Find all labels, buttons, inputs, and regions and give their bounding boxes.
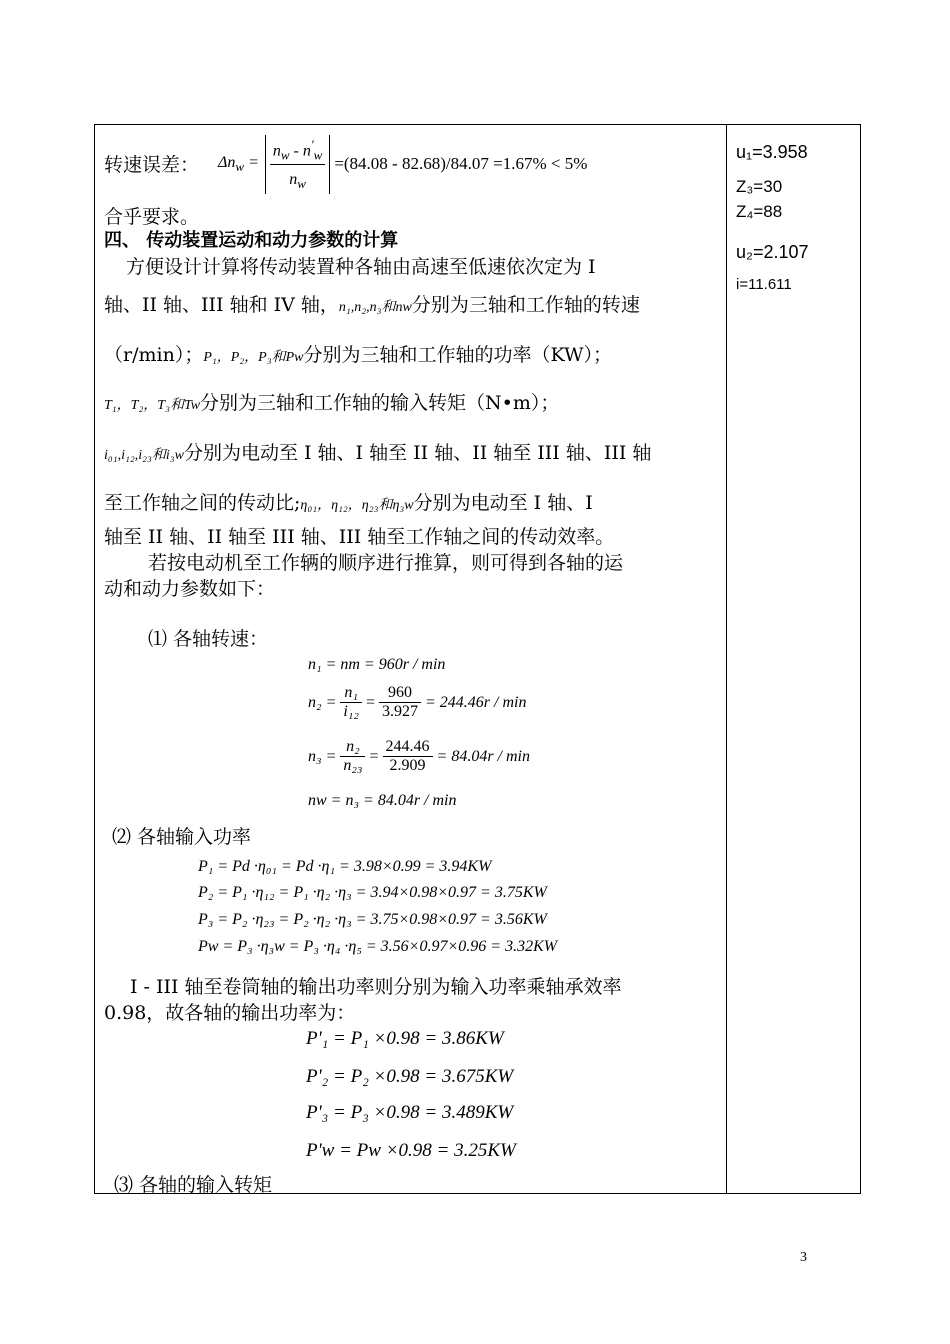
- paragraph-line: T₁，T₂，T₃和Tw分别为三轴和工作轴的输入转矩（N•m）；: [104, 392, 560, 414]
- page-number: 3: [800, 1250, 807, 1265]
- power-equation: P₁ = Pd ·η₀₁ = Pd ·η₁ = 3.98×0.99 = 3.94KW: [198, 858, 492, 875]
- paragraph-line: 轴、II 轴、III 轴和 IV 轴，n₁,n₂,n₃和nw分别为三轴和工作轴的转速: [104, 294, 640, 316]
- output-power-equation: P'₃ = P₃ ×0.98 = 3.489KW: [306, 1102, 514, 1123]
- paragraph-line: 方便设计计算将传动装置种各轴由高速至低速依次定为 I: [126, 256, 596, 278]
- sidebar-z3: Z₃=30: [736, 177, 783, 196]
- torque-heading: ⑶ 各轴的输入转矩: [114, 1174, 273, 1196]
- paragraph-line: i₀₁,i₁₂,i₂₃和i₃w分别为电动至 I 轴、I 轴至 II 轴、II 轴至 III 轴、III 轴: [104, 442, 652, 464]
- speed-equation: nw = n₃ = 84.04r / min: [308, 792, 457, 809]
- column-divider: [726, 124, 727, 1194]
- speed-equation: n₃ = $\frac{\text{n₂}}{\text{n₂₃}}$ = $\frac{244.46}{2.909}$ = 84.04r / min: [308, 738, 530, 774]
- error-ok-text: 合乎要求。: [104, 206, 200, 228]
- power-equation: P₂ = P₁ ·η₁₂ = P₁ ·η₂ ·η₃ = 3.94×0.98×0.97 = 3.75KW: [198, 884, 547, 901]
- power-heading: ⑵ 各轴输入功率: [112, 826, 252, 848]
- paragraph-line: 轴至 II 轴、II 轴至 III 轴、III 轴至工作轴之间的传动效率。: [104, 526, 615, 548]
- speeds-heading: ⑴ 各轴转速：: [148, 628, 269, 650]
- sidebar-u2: u₂=2.107: [736, 242, 809, 262]
- paragraph-line: 0.98，故各轴的输出功率为：: [104, 1002, 356, 1024]
- sidebar-z4: Z₄=88: [736, 202, 783, 221]
- speed-equation: n₂ = $\frac{\text{n₁}}{\text{i₁₂}}$ = $\frac{960}{3.927}$ = 244.46r / min: [308, 684, 527, 720]
- paragraph-line: 动和动力参数如下：: [104, 578, 276, 600]
- power-equation: Pw = P₃ ·η₃w = P₃ ·η₄ ·η₅ = 3.56×0.97×0.96 = 3.32KW: [198, 938, 558, 955]
- paragraph-line: I - III 轴至卷筒轴的输出功率则分别为输入功率乘轴承效率: [130, 976, 622, 998]
- paragraph-line: 至工作轴之间的传动比;η₀₁，η₁₂，η₂₃和η₃w分别为电动至 I 轴、I: [104, 492, 593, 514]
- output-power-equation: P'₂ = P₂ ×0.98 = 3.675KW: [306, 1066, 514, 1087]
- sidebar-i: i=11.611: [736, 276, 792, 293]
- output-power-equation: P'₁ = P₁ ×0.98 = 3.86KW: [306, 1028, 504, 1049]
- section-heading: 四、 传动装置运动和动力参数的计算: [104, 230, 399, 251]
- speed-equation: n₁ = nm = 960r / min: [308, 656, 446, 673]
- paragraph-line: 若按电动机至工作辆的顺序进行推算，则可得到各轴的运: [148, 552, 624, 574]
- sidebar-u1: u₁=3.958: [736, 142, 808, 162]
- output-power-equation: P'w = Pw ×0.98 = 3.25KW: [306, 1140, 516, 1161]
- paragraph-line: （r/min）；P₁，P₂，P₃和Pw分别为三轴和工作轴的功率（KW）；: [104, 344, 613, 366]
- speed-error-equation: $\Delta n_w$ = $\frac{n_w - n'_w}{n_w}$ =(84.08 - 82.68)/84.07 =1.67% < 5%: [218, 135, 587, 194]
- error-label: 转速误差：: [104, 154, 200, 176]
- power-equation: P₃ = P₂ ·η₂₃ = P₂ ·η₂ ·η₃ = 3.75×0.98×0.97 = 3.56KW: [198, 911, 547, 928]
